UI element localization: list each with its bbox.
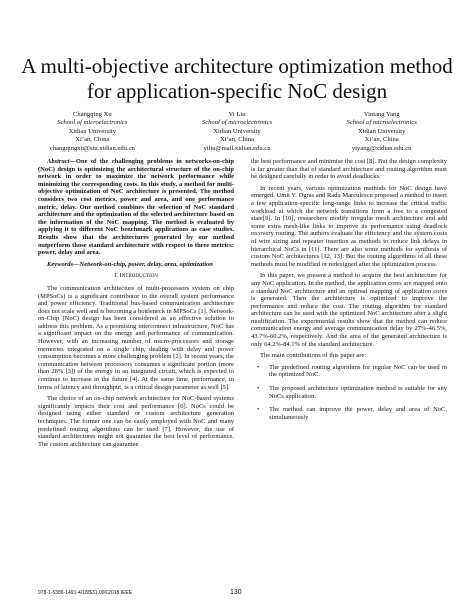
bullet-icon: • [257, 385, 260, 393]
author-name: Changqing Xu [73, 111, 112, 118]
list-item [251, 364, 447, 379]
author-name: Yi Liu [228, 111, 246, 118]
abstract-text: —One of the challenging problems in networks-on-chip (NoC) design is optimizing the architectural structure of the on-chip network in order to maximize the network performance while minimizing the corresponding costs. In this study, a method for multi-objective optimization of NoC architecture is presented. The method considers two cost metrics, power and area, and one performance metric, delay. Our method combines the selection of NoC standard architecture and the optimization of the selected architecture based on the information of the NoC mapping. The method is evaluated by applying it to different NoC benchmark applications as case studies. Results show that the architectures generated by our method outperform those standard architecture with respect to three metrics: power, delay and area. [38, 158, 234, 257]
section-heading-introduction [38, 272, 234, 280]
author-email: yiliu@mail.xidian.edu.cn [203, 144, 271, 152]
author-name: Yintang Yang [363, 111, 400, 118]
right-column [251, 158, 447, 427]
page-footer [38, 589, 448, 599]
isbn-copyright: 978-1-5386-1491-4/18/$31.00©2018 IEEE [38, 590, 133, 596]
contributions-intro: The main contributions of this paper are: [260, 352, 367, 360]
bullet-icon: • [257, 406, 260, 414]
list-item-text: The predefined routing algorithms for regular NoC can be used in the optimized NoC. [269, 363, 447, 379]
author-affiliation: School of microelectronics [346, 119, 417, 127]
author-university: Xidian University [357, 127, 406, 135]
author-3 [309, 111, 454, 153]
abstract-label: Abstract [47, 158, 70, 165]
section-title: Introduction [119, 272, 158, 280]
body-paragraph: In recent years, various optimization methods for NoC design have emerged. Umit Y. Ogras and Radu Marculescu proposed a method to insert a few application-specific long-range links to increase the critical traffic workload at which the network transitions from a free to a congested state[9]. In [10], researchers modify irregular mesh architecture and add some extra mesh-like links to improve its performance using deadlock recovery routing. The authors evaluate the efficiency and the system costs of wire sizing and repeater insertion as methods to reduce link delays in hierarchical NoCs in [11]. There are also some methods for synthesis of custom NoC architectures [12, 13]. But the routing algorithms of all these methods must be modified or redesigned after the optimization process. [251, 184, 447, 268]
keywords-text: —Network-on-chip, power, delay, area, optimization [73, 260, 213, 268]
author-affiliation: School of microelectronics [57, 119, 128, 127]
author-city: Xi’an, China [75, 136, 110, 144]
author-city: Xi’an, China [364, 136, 399, 144]
keywords [38, 261, 234, 269]
body-paragraph: In this paper, we present a method to acquire the best architecture for any NoC application. In the method, the application cores are mapped onto a standard NoC architecture and an optimal mapping of application cores is generated. Then the architecture is optimized to improve the performance and reduce the cost. The routing algorithm for standard architecture can be used with the optimized NoC architecture after a slight modification. The experimental results show that the method can reduce communication energy and average communication delay by 27%-46.5%, 43.7%-60.2%, respectively. And the area of the generated architecture is only 64.2%-84.1% of the standard architecture. [251, 272, 447, 348]
bullet-icon: • [257, 363, 260, 371]
list-item [251, 385, 447, 400]
author-2 [165, 111, 310, 153]
keywords-label: Keywords [47, 260, 73, 268]
body-paragraph: The choice of an on-chip network architecture for NoC-based systems significantly impacts their cost and performance [6]. NoCs could be designed using either standard or custom architecture generation techniques. The former one can be easily employed with NoC and many predefined routing algorithms can be used [7]. However, the use of standard architectures might not guarantee the best level of performance. The custom architecture can guarantee [38, 395, 234, 448]
paper-title: A multi-objective architecture optimization method for application-specific NoC design [21, 54, 453, 103]
author-city: Xi’an, China [219, 136, 255, 144]
author-email: changqingxu@stu.xidian.edu.cn [49, 144, 135, 152]
body-paragraph: The communication architecture of multi-processors system on chip (MPSoCs) is a significant contributor to the overall system performance and power efficiency. Traditional bus-based communication architecture does not scale well and is becoming a bottleneck in MPSoCs [1]. Network-on-Chip (NoC) design has been considered as an effective solution to address this problem. As a promising interconnect infrastructure, NoC has a significant impact on the energy and performance of communication. However, with an increasing number of micro-processors and storage memories integrated on a single chip, dealing with delay and power consumption becomes a more challenging problem [2]. In recent years, the communication between processors consumes a significant portion (more than 28% [3]) of the energy in an integrated circuit, which is expected to continue to increase in the future [4]. At the same time, performance, in terms of latency and throughput, is a critical design parameter as well [5]. [38, 284, 234, 391]
contributions-list [251, 364, 447, 422]
page-number: 130 [230, 589, 242, 596]
author-block [20, 111, 454, 153]
author-university: Xidian University [68, 127, 117, 135]
list-item [251, 406, 447, 421]
list-item-text: The proposed architecture optimization method is suitable for any NoCs application. [269, 385, 447, 400]
list-item-text: The method can improve the power, delay and area of NoC, simultaneously [269, 406, 447, 421]
author-affiliation: School of microelectronics [201, 119, 273, 127]
author-email: ytyang@xidian.edu.cn [351, 144, 412, 152]
abstract [38, 158, 234, 257]
author-university: Xidian University [213, 127, 261, 135]
left-column [38, 158, 234, 452]
section-number: I. [114, 272, 118, 280]
body-paragraph: the best performance and minimise the cost [8]. But the design complexity is far greater than that of standard architecture and routing algorithm must be designed carefully in order to avoid deadlocks. [251, 158, 447, 181]
author-1 [20, 111, 165, 153]
